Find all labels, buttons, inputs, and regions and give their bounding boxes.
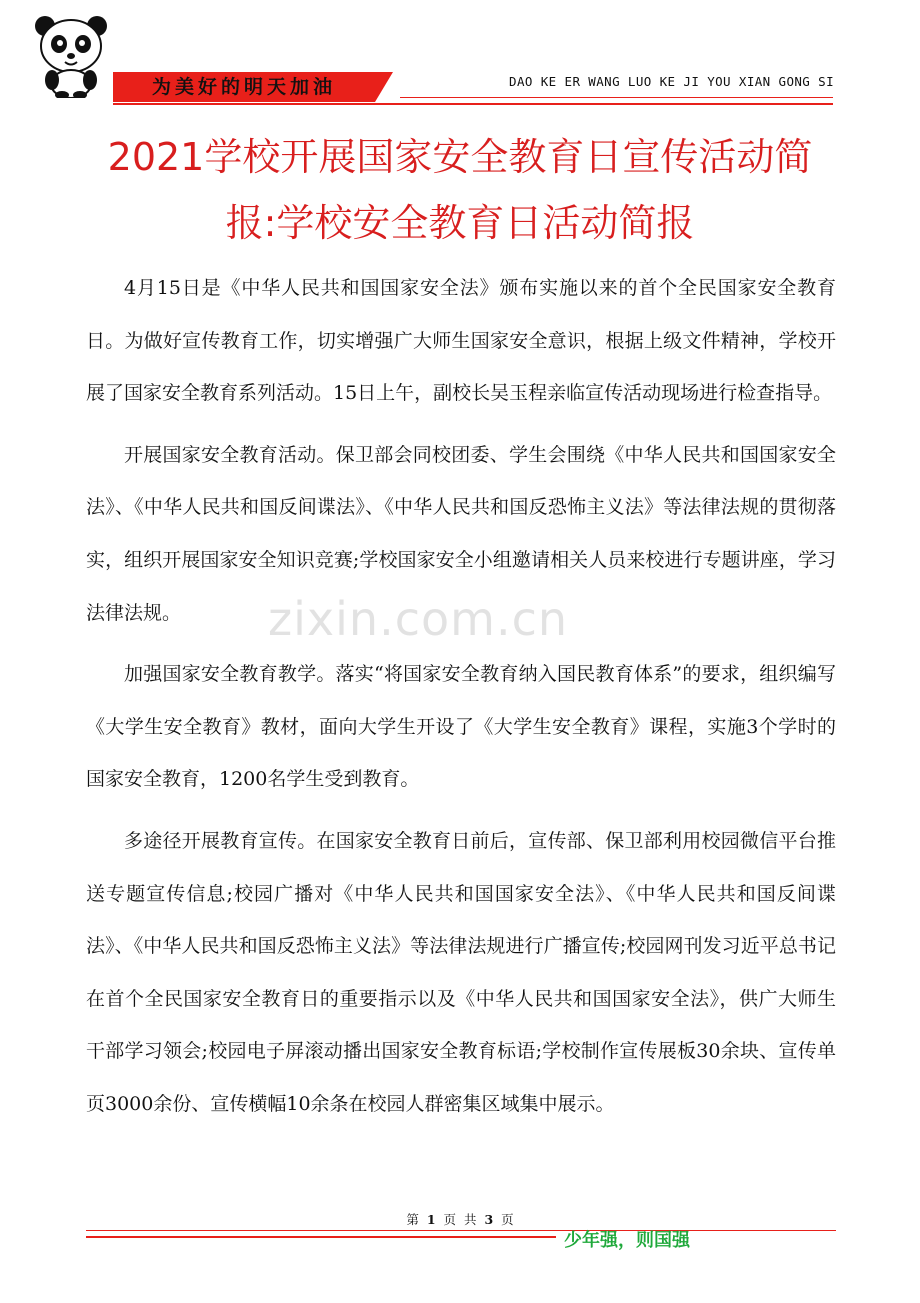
header-rule (113, 103, 833, 105)
footer-rule-top (86, 1230, 836, 1231)
paragraph: 多途径开展教育宣传。在国家安全教育日前后，宣传部、保卫部利用校园微信平台推送专题宣传信息;校园广播对《中华人民共和国国家安全法》、《中华人民共和国反间谍法》、《中华人民共和国反恐怖主义法》等法律法规进行广播宣传;校园网刊发习近平总书记在首个全民国家安全教育日的重要指示以及《中华人民共和国国家安全法》，供广大师生干部学习领会;校园电子屏滚动播出国家安全教育标语;学校制作宣传展板30余块、宣传单页3000余份、宣传横幅10余条在校园人群密集区域集中展示。 (86, 829, 836, 1115)
document-body (86, 262, 836, 1140)
footer-rule (86, 1236, 556, 1238)
document-title (80, 124, 840, 256)
company-name: DAO KE ER WANG LUO KE JI YOU XIAN GONG SI (509, 74, 834, 89)
page-number (0, 1210, 920, 1228)
title-line-2: 报:学校安全教育日活动简报 (225, 201, 695, 245)
paragraph: 4月15日是《中华人民共和国国家安全法》颁布实施以来的首个全民国家安全教育日。为做好宣传教育工作，切实增强广大师生国家安全意识，根据上级文件精神，学校开展了国家安全教育系列活动。15日上午，副校长吴玉程亲临宣传活动现场进行检查指导。 (86, 277, 836, 405)
slogan-text: 为美好的明天加油 (151, 76, 336, 98)
paragraph: 加强国家安全教育教学。落实“将国家安全教育纳入国民教育体系”的要求，组织编写《大学生安全教育》教材，面向大学生开设了《大学生安全教育》课程，实施3个学时的国家安全教育，1200名学生受到教育。 (86, 663, 836, 791)
slogan-banner (113, 72, 375, 102)
panda-icon (32, 14, 110, 98)
page-total: 3 (484, 1212, 494, 1227)
paragraph: 开展国家安全教育活动。保卫部会同校团委、学生会围绕《中华人民共和国国家安全法》、《中华人民共和国反间谍法》、《中华人民共和国反恐怖主义法》等法律法规的贯彻落实，组织开展国家安全知识竞赛;学校国家安全小组邀请相关人员来校进行专题讲座，学习法律法规。 (86, 443, 836, 624)
header-rule-thin (400, 97, 833, 98)
page-suffix: 页 (501, 1212, 514, 1227)
page-middle: 页 共 (443, 1212, 477, 1227)
footer-motto: 少年强，则国强 (564, 1230, 690, 1251)
page-current: 1 (426, 1212, 436, 1227)
title-line-1: 2021学校开展国家安全教育日宣传活动简 (107, 135, 813, 179)
page-prefix: 第 (406, 1212, 419, 1227)
watermark: zixin.com.cn (268, 592, 569, 646)
